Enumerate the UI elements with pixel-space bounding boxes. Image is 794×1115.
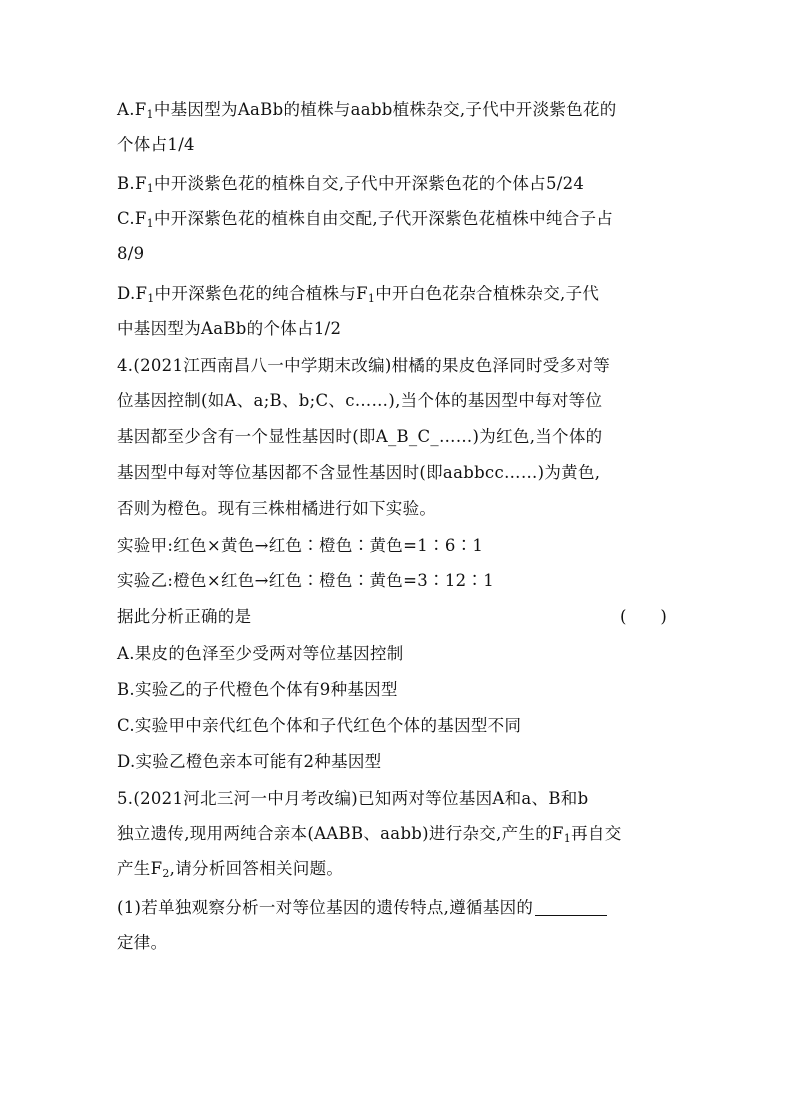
option-c: C.实验甲中亲代红色个体和子代红色个体的基因型不同 [117, 716, 522, 735]
question-4-prompt: 据此分析正确的是 ( ) [117, 607, 668, 626]
option-a-prev-line1: $A.F_1$中基因型为AaBb的植株与aabb植株杂交,子代中开淡紫色花的 [117, 100, 617, 121]
option-d-prev-line1: $D.F_1$中开深紫色花的纯合植株与$F_1$中开白色花杂合植株杂交,子代 [117, 284, 600, 305]
option-d: D.实验乙橙色亲本可能有2种基因型 [117, 752, 382, 771]
question-5-line3: 产生$F_2$,请分析回答相关问题。 [117, 859, 344, 880]
option-a-prev-line2: 个体占1/4 [117, 135, 195, 154]
option-b-prev: $B.F_1$中开淡紫色花的植株自交,子代中开深紫色花的个体占5/24 [117, 174, 585, 195]
option-d-prev-line2: 中基因型为AaBb的个体占1/2 [117, 319, 342, 338]
option-a: A.果皮的色泽至少受两对等位基因控制 [117, 644, 404, 663]
question-5-line2: 独立遗传,现用两纯合亲本(AABB、aabb)进行杂交,产生的$F_1$再自交 [117, 824, 622, 845]
option-c-prev-line1: $C.F_1$中开深紫色花的植株自由交配,子代开深紫色花植株中纯合子占 [117, 209, 614, 230]
question-5-sub1-line1: (1)若单独观察分析一对等位基因的遗传特点,遵循基因的 [117, 897, 607, 919]
experiment-jia: 实验甲:红色×黄色→红色∶橙色∶黄色=1∶6∶1 [117, 536, 484, 555]
answer-blank[interactable] [535, 899, 607, 916]
question-4-line3: 基因都至少含有一个显性基因时(即A_B_C_……)为红色,当个体的 [117, 427, 603, 446]
question-5-sub1-line2: 定律。 [117, 933, 168, 952]
experiment-yi: 实验乙:橙色×红色→红色∶橙色∶黄色=3∶12∶1 [117, 571, 495, 590]
option-c-prev-line2: 8/9 [117, 244, 145, 263]
answer-parentheses: ( ) [620, 607, 668, 626]
question-4-line2: 位基因控制(如A、a;B、b;C、c……),当个体的基因型中每对等位 [117, 391, 603, 410]
question-5-line1: 5.(2021河北三河一中月考改编)已知两对等位基因A和a、B和b [117, 789, 589, 808]
option-b: B.实验乙的子代橙色个体有9种基因型 [117, 680, 398, 699]
question-4-line4: 基因型中每对等位基因都不含显性基因时(即aabbcc……)为黄色, [117, 463, 601, 482]
question-4-line1: 4.(2021江西南昌八一中学期末改编)柑橘的果皮色泽同时受多对等 [117, 356, 611, 375]
question-4-line5: 否则为橙色。现有三株柑橘进行如下实验。 [117, 499, 437, 518]
